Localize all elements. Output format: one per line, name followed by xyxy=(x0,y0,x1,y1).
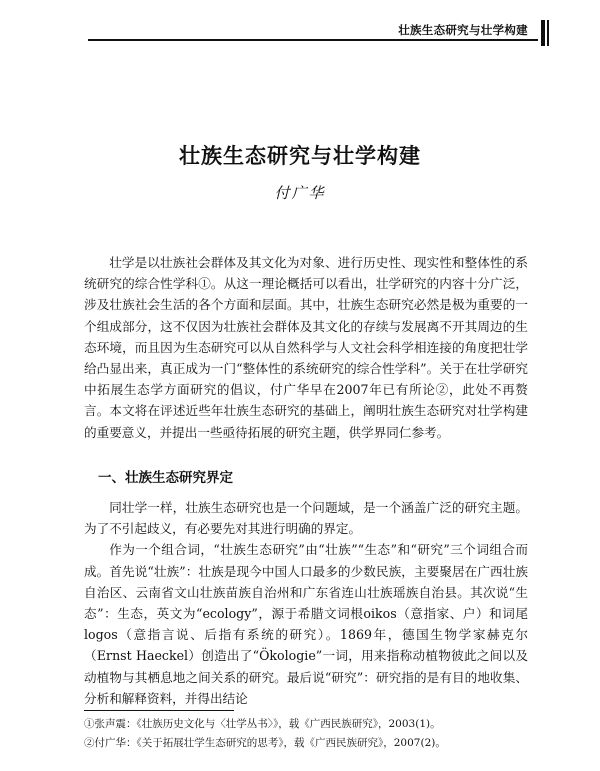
header-marker xyxy=(541,20,545,46)
section-1-paragraph: 同壮学一样，壮族生态研究也是一个问题域，是一个涵盖广泛的研究主题。为了不引起歧义，有必要先对其进行明确的界定。 xyxy=(84,500,528,537)
intro-section xyxy=(84,252,528,443)
footnote-2: ②付广华：《关于拓展壮学生态研究的思考》，载《广西民族研究》，2007(2)。 xyxy=(84,737,446,749)
article-author: 付广华 xyxy=(274,184,326,202)
footnotes xyxy=(84,715,528,753)
section-1-heading: 一、壮族生态研究界定 xyxy=(98,470,233,486)
running-head-title: 壮族生态研究与壮学构建 xyxy=(398,23,528,37)
section-1-paragraph: 作为一个组合词，“壮族生态研究”由“壮族”“生态”和“研究”三个词组合而成。首先说“壮族”：壮族是现今中国人口最多的少数民族，主要聚居在广西壮族自治区、云南省文山壮族苗族自治州和广东省连山壮族瑶族自治县。其次说“生态”：生态，英文为“ecology”，源于希腊文词根oikos（意指家、户）和词尾logos（意指言说、后指有系统的研究）。1869年，德国生物学家赫克尔（Ernst Haeckel）创造出了“Ökologie”一词，用来指称动植物彼此之间以及动植物与其栖息地之间关系的研究。最后说“研究”：研究指的是有目的地收集、分析和解释资料，并得出结论 xyxy=(84,542,528,706)
article-title: 壮族生态研究与壮学构建 xyxy=(179,143,421,168)
section-1-body xyxy=(84,497,528,709)
header-marker-thin xyxy=(547,20,549,46)
footnote-divider xyxy=(84,710,234,711)
running-header xyxy=(0,16,600,46)
header-rule xyxy=(88,39,538,41)
footnote-1: ①张声震：《壮族历史文化与〈壮学丛书〉》，载《广西民族研究》，2003(1)。 xyxy=(84,718,441,730)
intro-paragraph: 壮学是以壮族社会群体及其文化为对象、进行历史性、现实性和整体性的系统研究的综合性学科①。从这一理论概括可以看出，壮学研究的内容十分广泛，涉及壮族社会生活的各个方面和层面。其中，壮族生态研究必然是极为重要的一个组成部分，这不仅因为壮族社会群体及其文化的存续与发展离不开其周边的生态环境，而且因为生态研究可以从自然科学与人文社会科学相连接的角度把壮学给凸显出来，真正成为一门“整体性的系统研究的综合性学科”。关于在壮学研究中拓展生态学方面研究的倡议，付广华早在2007年已有所论②，此处不再赘言。本文将在评述近些年壮族生态研究的基础上，阐明壮族生态研究对壮学构建的重要意义，并提出一些亟待拓展的研究主题，供学界同仁参考。 xyxy=(84,255,528,440)
